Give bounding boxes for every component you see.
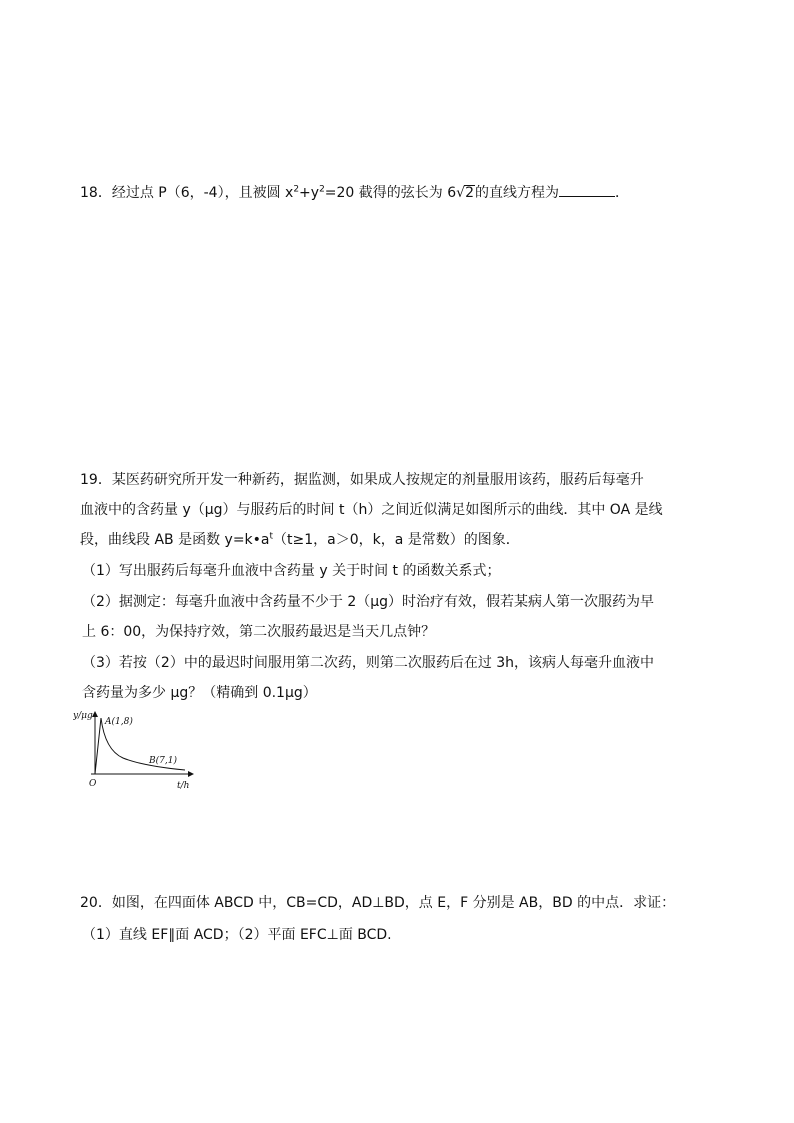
q18-text-a: 18．经过点 P（6，-4），且被圆 x <box>80 185 294 201</box>
q18-exponent-y: 2 <box>319 184 325 195</box>
q20-line-2: （1）直线 EF∥面 ACD；（2）平面 EFC⊥面 BCD. <box>82 927 392 943</box>
q19-line-3 <box>80 530 520 550</box>
q19-line-1: 19．某医药研究所开发一种新药，据监测，如果成人按规定的剂量服用该药，服药后每毫升 <box>80 472 644 488</box>
q18-text-b: +y <box>299 185 320 201</box>
x-axis-label: t/h <box>177 781 190 791</box>
q19-exponent-t: t <box>269 531 274 542</box>
q19-line-3-a: 段，曲线段 AB 是函数 y=k•a <box>80 532 270 548</box>
q19-line-2: 血液中的含药量 y（μg）与服药后的时间 t（h）之间近似满足如图所示的曲线．其中 OA 是线 <box>80 502 663 518</box>
q20-line-1: 20．如图，在四面体 ABCD 中，CB=CD，AD⊥BD，点 E，F 分别是 AB，BD 的中点．求证： <box>80 895 676 911</box>
q18-text-d: 的直线方程为 <box>475 185 559 201</box>
y-axis-label: y/μg <box>73 711 93 721</box>
q18-text-c: =20 截得的弦长为 6 <box>324 185 457 201</box>
q19-part-1: （1）写出服药后每毫升血液中含药量 y 关于时间 t 的函数关系式； <box>82 563 501 579</box>
segment-oa <box>95 718 101 774</box>
q19-line-3-b: （t≥1，a＞0，k，a 是常数）的图象． <box>273 532 520 548</box>
q18-text-e: ． <box>615 185 629 201</box>
q19-part-2-line-1: （2）据测定：每毫升血液中含药量不少于 2（μg）时治疗有效，假若某病人第一次服药为早 <box>82 594 655 610</box>
question-18 <box>80 182 629 203</box>
q19-part-3-line-1: （3）若按（2）中的最迟时间服用第二次药，则第二次服药后在过 3h，该病人每毫升血液中 <box>82 655 655 671</box>
drug-concentration-graph <box>73 706 197 792</box>
point-a-label: A(1,8) <box>105 717 133 727</box>
point-b-label: B(7,1) <box>149 756 177 766</box>
answer-blank <box>559 182 615 197</box>
sqrt-symbol: √2 <box>456 185 474 201</box>
sqrt-radicand: 2 <box>465 185 474 201</box>
q19-part-3-line-2: 含药量为多少 μg？（精确到 0.1μg） <box>82 685 317 701</box>
q19-part-2-line-2: 上 6：00，为保持疗效，第二次服药最迟是当天几点钟？ <box>82 624 436 640</box>
q18-exponent-x: 2 <box>293 184 300 195</box>
origin-label: O <box>89 779 97 789</box>
